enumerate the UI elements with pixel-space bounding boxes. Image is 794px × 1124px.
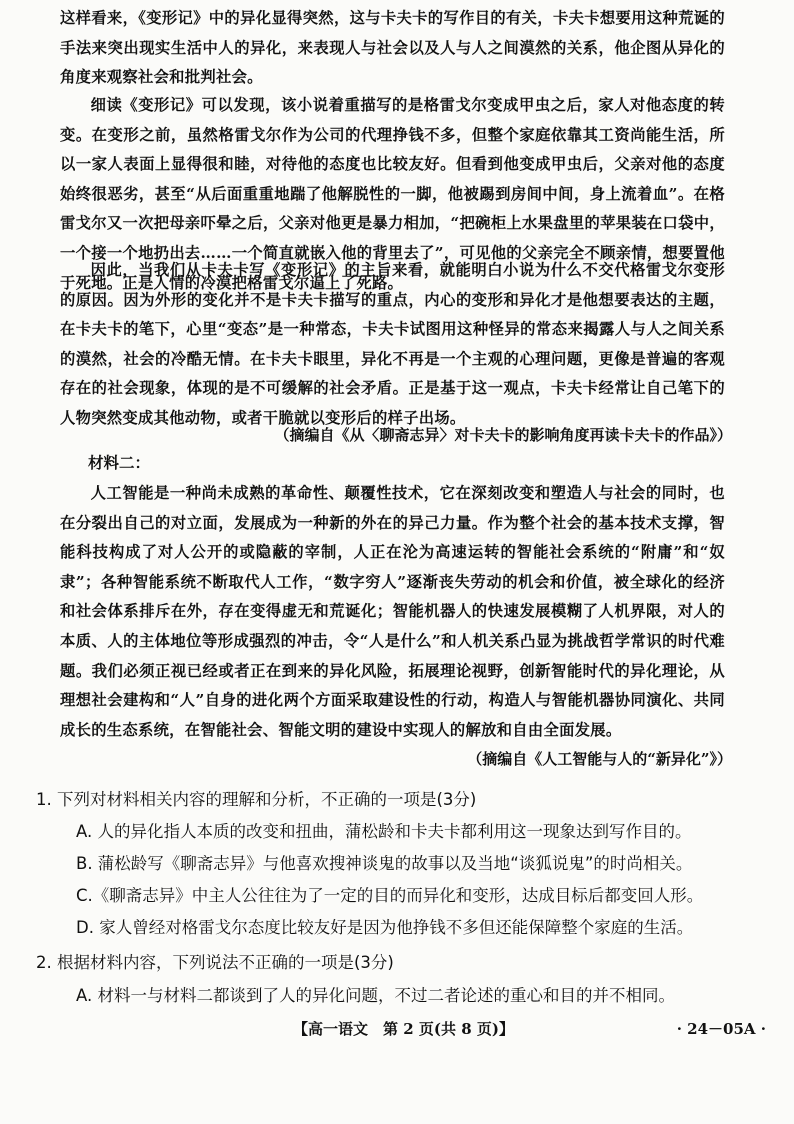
question-1-option-d: D. 家人曾经对格雷戈尔态度比较友好是因为他挣钱不多但还能保障整个家庭的生活。: [76, 918, 694, 937]
material2-heading: 材料二：: [88, 453, 151, 472]
exam-code: · 24－05A ·: [676, 1020, 766, 1038]
question-2-stem: 2. 根据材料内容，下列说法不正确的一项是(3分): [36, 953, 394, 972]
material1-paragraph-1: 这样看来，《变形记》中的异化显得突然，这与卡夫卡的写作目的有关，卡夫卡想要用这种荒诞的手法来突出现实生活中人的异化，来表现人与社会以及人与人之间漠然的关系，他企图从异化的角度来观察社会和批判社会。: [60, 9, 725, 87]
question-1-option-c: C.《聊斋志异》中主人公往往为了一定的目的而异化和变形，达成目标后都变回人形。: [76, 886, 704, 905]
material1-source: （摘编自《从〈聊斋志异〉对卡夫卡的影响角度再读卡夫卡的作品》）: [274, 426, 732, 444]
material2-source: （摘编自《人工智能与人的“新异化”》）: [467, 750, 732, 768]
material1-paragraph-2: 细读《变形记》可以发现，该小说着重描写的是格雷戈尔变成甲虫之后，家人对他态度的转变。在变形之前，虽然格雷戈尔作为公司的代理挣钱不多，但整个家庭依靠其工资尚能生活，所以一家人表面上显得很和睦，对待他的态度也比较友好。但看到他变成甲虫后，父亲对他的态度始终很恶劣，甚至“从后面重重地踹了他解脱性的一脚，他被踢到房间中间，身上流着血”。在格雷戈尔又一次把母亲吓晕之后，父亲对他更是暴力相加，“把碗柜上水果盘里的苹果装在口袋中，一个接一个地扔出去……一个简直就嵌入他的背里去了”，可见他的父亲完全不顾亲情，想要置他于死地。正是人情的冷漠把格雷戈尔逼上了死路。: [60, 96, 725, 292]
material2-paragraph: 人工智能是一种尚未成熟的革命性、颠覆性技术，它在深刻改变和塑造人与社会的同时，也在分裂出自己的对立面，发展成为一种新的外在的异己力量。作为整个社会的基本技术支撑，智能科技构成了对人公开的或隐蔽的宰制，人正在沦为高速运转的智能社会系统的“附庸”和“奴隶”；各种智能系统不断取代人工作，“数字穷人”逐渐丧失劳动的机会和价值，被全球化的经济和社会体系排斥在外，存在变得虚无和荒诞化；智能机器人的快速发展模糊了人机界限，对人的本质、人的主体地位等形成强烈的冲击，令“人是什么”和人机关系凸显为挑战哲学常识的时代难题。我们必须正视已经或者正在到来的异化风险，拓展理论视野，创新智能时代的异化理论，从理想社会建构和“人”自身的进化两个方面采取建设性的行动，构造人与智能机器协同演化、共同成长的生态系统，在智能社会、智能文明的建设中实现人的解放和自由全面发展。: [60, 484, 725, 739]
question-1-stem: 1. 下列对材料相关内容的理解和分析，不正确的一项是(3分): [36, 790, 477, 809]
question-1-option-a: A. 人的异化指人本质的改变和扭曲，蒲松龄和卡夫卡都利用这一现象达到写作目的。: [76, 822, 692, 841]
question-1-option-b: B. 蒲松龄写《聊斋志异》与他喜欢搜神谈鬼的故事以及当地“谈狐说鬼”的时尚相关。: [76, 854, 693, 873]
page-number-label: 【高一语文 第 2 页(共 8 页)】: [293, 1020, 514, 1038]
question-2-option-a: A. 材料一与材料二都谈到了人的异化问题，不过二者论述的重心和目的并不相同。: [76, 986, 675, 1005]
material1-paragraph-3: 因此，当我们从卡夫卡写《变形记》的主旨来看，就能明白小说为什么不交代格雷戈尔变形的原因。因为外形的变化并不是卡夫卡描写的重点，内心的变形和异化才是他想要表达的主题，在卡夫卡的笔下，心里“变态”是一种常态，卡夫卡试图用这种怪异的常态来揭露人与人之间关系的漠然，社会的冷酷无情。在卡夫卡眼里，异化不再是一个主观的心理问题，更像是普遍的客观存在的社会现象，体现的是不可缓解的社会矛盾。正是基于这一观点，卡夫卡经常让自己笔下的人物突然变成其他动物，或者干脆就以变形后的样子出场。: [60, 261, 725, 427]
